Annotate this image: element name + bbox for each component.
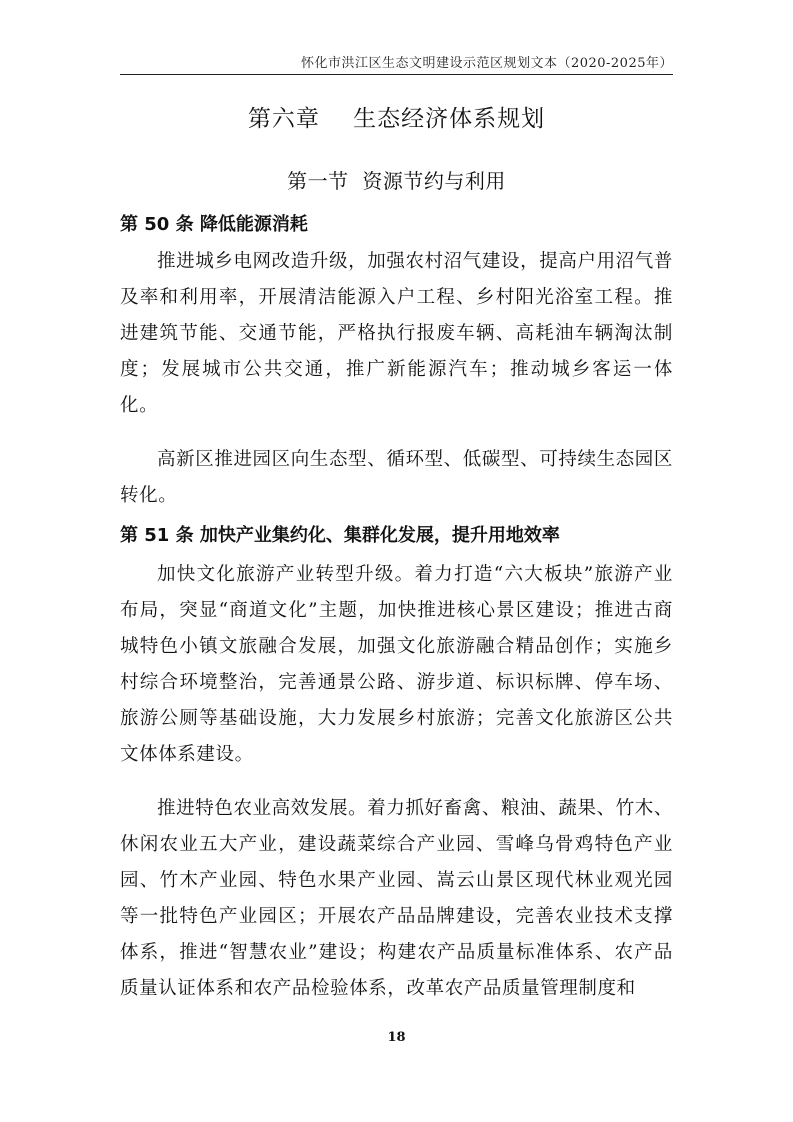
section-title: 第一节 资源节约与利用 — [287, 169, 506, 193]
paragraph: 高新区推进园区向生态型、循环型、低碳型、可持续生态园区转化。 — [120, 449, 673, 506]
paragraph: 推进特色农业高效发展。着力抓好畜禽、粮油、蔬果、竹木、休闲农业五大产业，建设蔬菜综合产业园、雪峰乌骨鸡特色产业园、竹木产业园、特色水果产业园、嵩云山景区现代林业观光园等一批特色产业园区；开展农产品品牌建设，完善农业技术支撑体系，推进“智慧农业”建设；构建农产品质量标准体系、农产品质量认证体系和农产品检验体系，改革农产品质量管理制度和 — [120, 798, 673, 999]
article-heading-50: 第 50 条 降低能源消耗 — [120, 214, 308, 235]
article-heading-51: 第 51 条 加快产业集约化、集群化发展，提升用地效率 — [120, 525, 560, 546]
page-number: 18 — [387, 1030, 406, 1045]
chapter-title: 第六章 生态经济体系规划 — [247, 106, 546, 132]
paragraph: 推进城乡电网改造升级，加强农村沼气建设，提高户用沼气普及率和利用率，开展清洁能源入户工程、乡村阳光浴室工程。推进建筑节能、交通节能，严格执行报废车辆、高耗油车辆淘汰制度；发展城市公共交通，推广新能源汽车；推动城乡客运一体化。 — [120, 251, 673, 416]
running-header: 怀化市洪江区生态文明建设示范区规划文本（2020-2025年） — [300, 56, 673, 71]
header-rule — [120, 74, 673, 75]
paragraph: 加快文化旅游产业转型升级。着力打造“六大板块”旅游产业布局，突显“商道文化”主题，加快推进核心景区建设；推进古商城特色小镇文旅融合发展，加强文化旅游融合精品创作；实施乡村综合环境整治，完善通景公路、游步道、标识标牌、停车场、旅游公厕等基础设施，大力发展乡村旅游；完善文化旅游区公共文体体系建设。 — [120, 564, 673, 765]
